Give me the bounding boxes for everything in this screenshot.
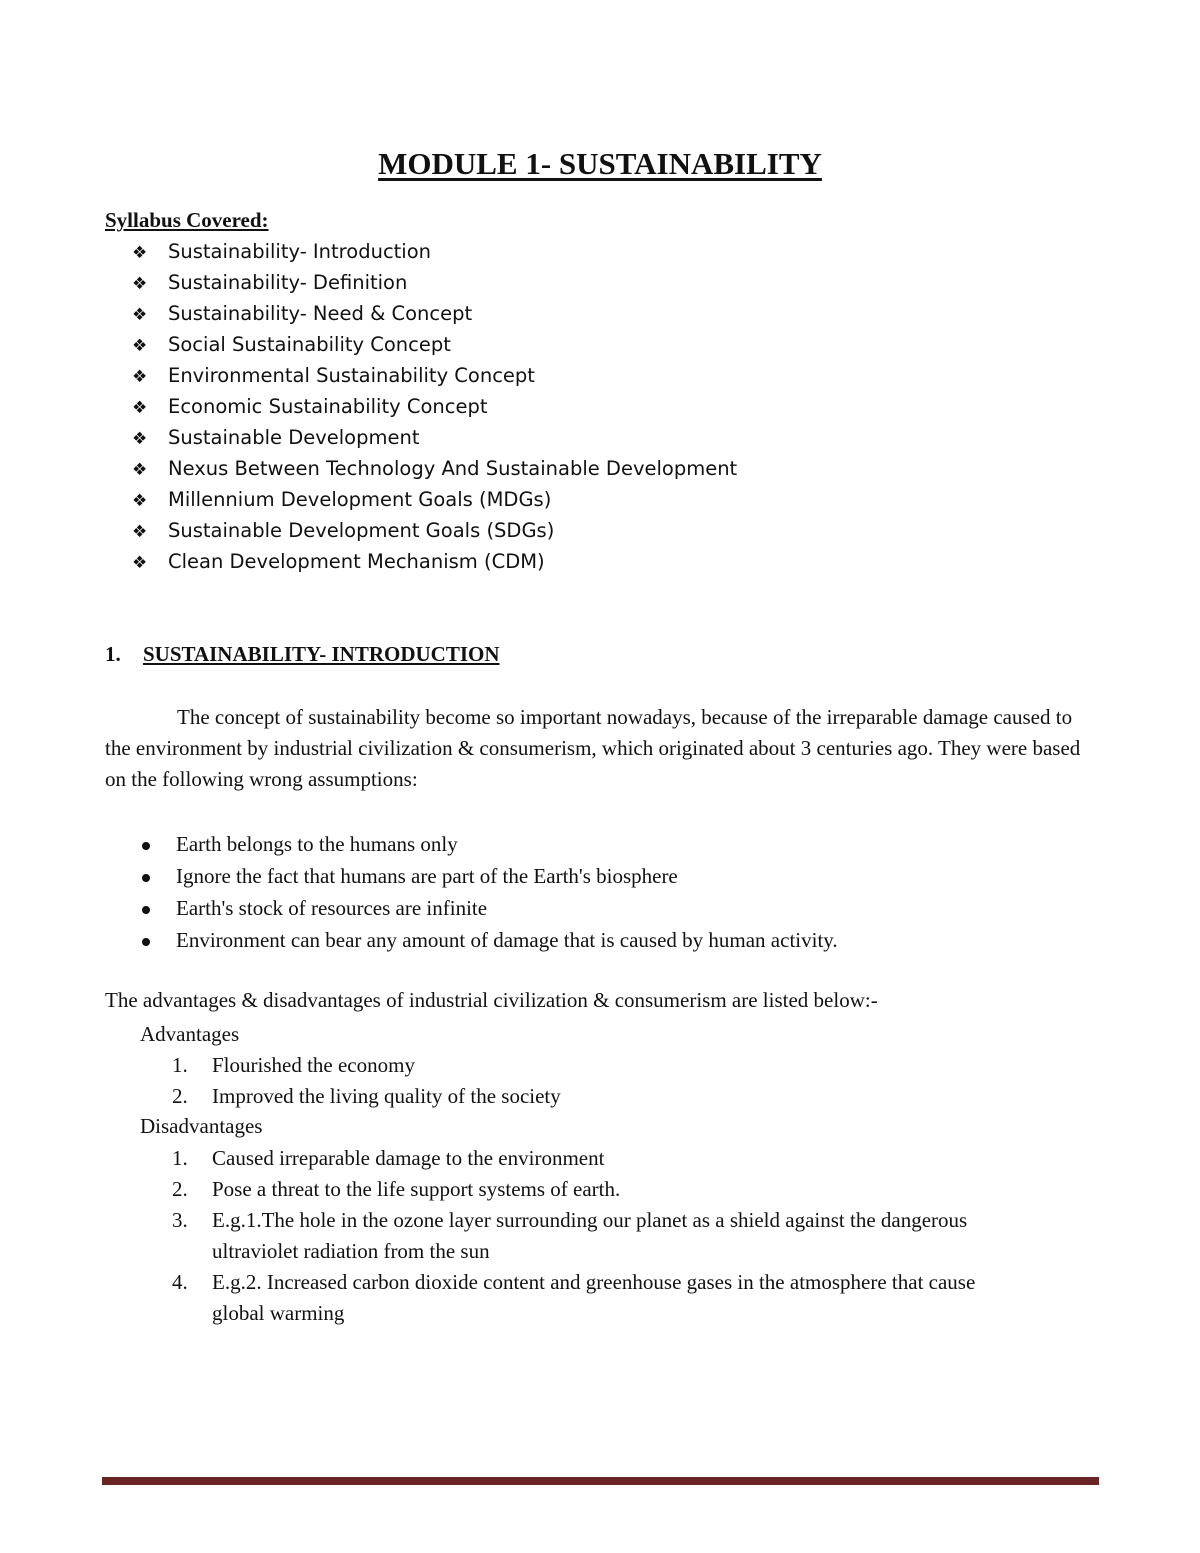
bullet-dot-icon <box>140 892 176 924</box>
list-item: Earth belongs to the humans only <box>140 828 838 860</box>
diamond-bullet-icon: ❖ <box>132 367 148 387</box>
list-item: ❖ Sustainable Development Goals (SDGs) <box>132 515 737 546</box>
diamond-bullet-icon: ❖ <box>132 336 148 356</box>
section-number: 1. <box>105 642 121 666</box>
list-item: 3. E.g.1.The hole in the ozone layer surrounding our planet as a shield against the dangerous ultraviolet radiation from the sun <box>172 1208 968 1263</box>
list-item: 2. Pose a threat to the life support systems of earth. <box>172 1177 621 1201</box>
list-item: 1. Caused irreparable damage to the environment <box>172 1146 605 1170</box>
diamond-bullet-icon: ❖ <box>132 429 148 449</box>
list-item: ❖ Environmental Sustainability Concept <box>132 360 737 391</box>
diamond-bullet-icon: ❖ <box>132 553 148 573</box>
list-item: ❖ Sustainability- Need & Concept <box>132 298 737 329</box>
list-item: 1. Flourished the economy <box>172 1053 415 1077</box>
list-item: 2. Improved the living quality of the society <box>172 1084 561 1108</box>
diamond-bullet-icon: ❖ <box>132 274 148 294</box>
syllabus-heading: Syllabus Covered: <box>105 208 269 232</box>
list-item: Ignore the fact that humans are part of the Earth's biosphere <box>140 860 838 892</box>
diamond-bullet-icon: ❖ <box>132 522 148 542</box>
bullet-dot-icon <box>140 924 176 956</box>
adv-disadv-intro: The advantages & disadvantages of industrial civilization & consumerism are listed below:- <box>105 988 878 1012</box>
list-item: ❖ Millennium Development Goals (MDGs) <box>132 484 737 515</box>
list-item: ❖ Sustainability- Introduction <box>132 236 737 267</box>
diamond-bullet-icon: ❖ <box>132 398 148 418</box>
diamond-bullet-icon: ❖ <box>132 305 148 325</box>
advantages-list <box>172 1050 561 1112</box>
list-item: ❖ Economic Sustainability Concept <box>132 391 737 422</box>
intro-paragraph: The concept of sustainability become so important nowadays, because of the irreparable damage caused to the environment by industrial civilization & consumerism, which originated about 3 centuries ago. They were based on the following wrong assumptions: <box>105 705 1081 791</box>
diamond-bullet-icon: ❖ <box>132 243 148 263</box>
bullet-dot-icon <box>140 860 176 892</box>
diamond-bullet-icon: ❖ <box>132 491 148 511</box>
disadvantages-list <box>172 1143 975 1329</box>
advantages-label: Advantages <box>140 1022 240 1046</box>
disadvantages-label: Disadvantages <box>140 1114 263 1138</box>
list-item: Earth's stock of resources are infinite <box>140 892 838 924</box>
page-title: MODULE 1- SUSTAINABILITY <box>378 146 822 181</box>
list-item: Environment can bear any amount of damage that is caused by human activity. <box>140 924 838 956</box>
list-item: 4. E.g.2. Increased carbon dioxide content and greenhouse gases in the atmosphere that cause global warming <box>172 1270 976 1325</box>
list-item: ❖ Sustainable Development <box>132 422 737 453</box>
section-title: SUSTAINABILITY- INTRODUCTION <box>143 642 500 666</box>
list-item: ❖ Nexus Between Technology And Sustainable Development <box>132 453 737 484</box>
list-item: ❖ Social Sustainability Concept <box>132 329 737 360</box>
bullet-dot-icon <box>140 828 176 860</box>
syllabus-list <box>132 236 737 577</box>
assumptions-list <box>140 828 838 956</box>
footer-rule <box>102 1477 1099 1485</box>
list-item: ❖ Clean Development Mechanism (CDM) <box>132 546 737 577</box>
list-item: ❖ Sustainability- Definition <box>132 267 737 298</box>
diamond-bullet-icon: ❖ <box>132 460 148 480</box>
